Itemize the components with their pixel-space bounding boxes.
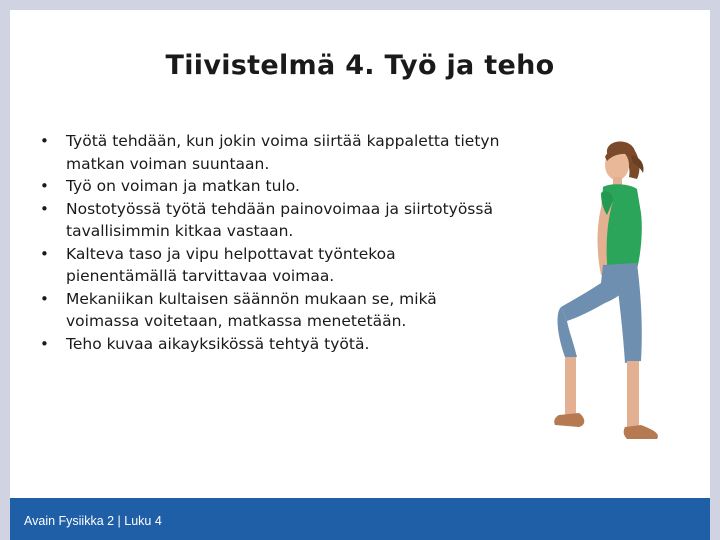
footer-text: Avain Fysiikka 2 | Luku 4 xyxy=(24,514,162,528)
bullet-item: • Nostotyössä työtä tehdään painovoimaa ja siirtotyössä tavallisimmin kitkaa vastaan. xyxy=(40,198,510,243)
bullet-item: • Työ on voiman ja matkan tulo. xyxy=(40,175,510,198)
bullet-item: • Teho kuvaa aikayksikössä tehtyä työtä. xyxy=(40,333,510,356)
bullet-item: • Kalteva taso ja vipu helpottavat työntekoa pienentämällä tarvittavaa voimaa. xyxy=(40,243,510,288)
slide xyxy=(10,10,710,498)
slide-title: Tiivistelmä 4. Työ ja teho xyxy=(165,50,555,81)
bullet-item: • Työtä tehdään, kun jokin voima siirtää kappaletta tietyn matkan voiman suuntaan. xyxy=(40,130,510,175)
bullet-list xyxy=(40,130,510,355)
woman-stepping-up-illustration xyxy=(545,135,680,455)
bullet-item: • Mekaniikan kultaisen säännön mukaan se, mikä voimassa voitetaan, matkassa menetetään. xyxy=(40,288,510,333)
footer-bar xyxy=(10,498,710,540)
